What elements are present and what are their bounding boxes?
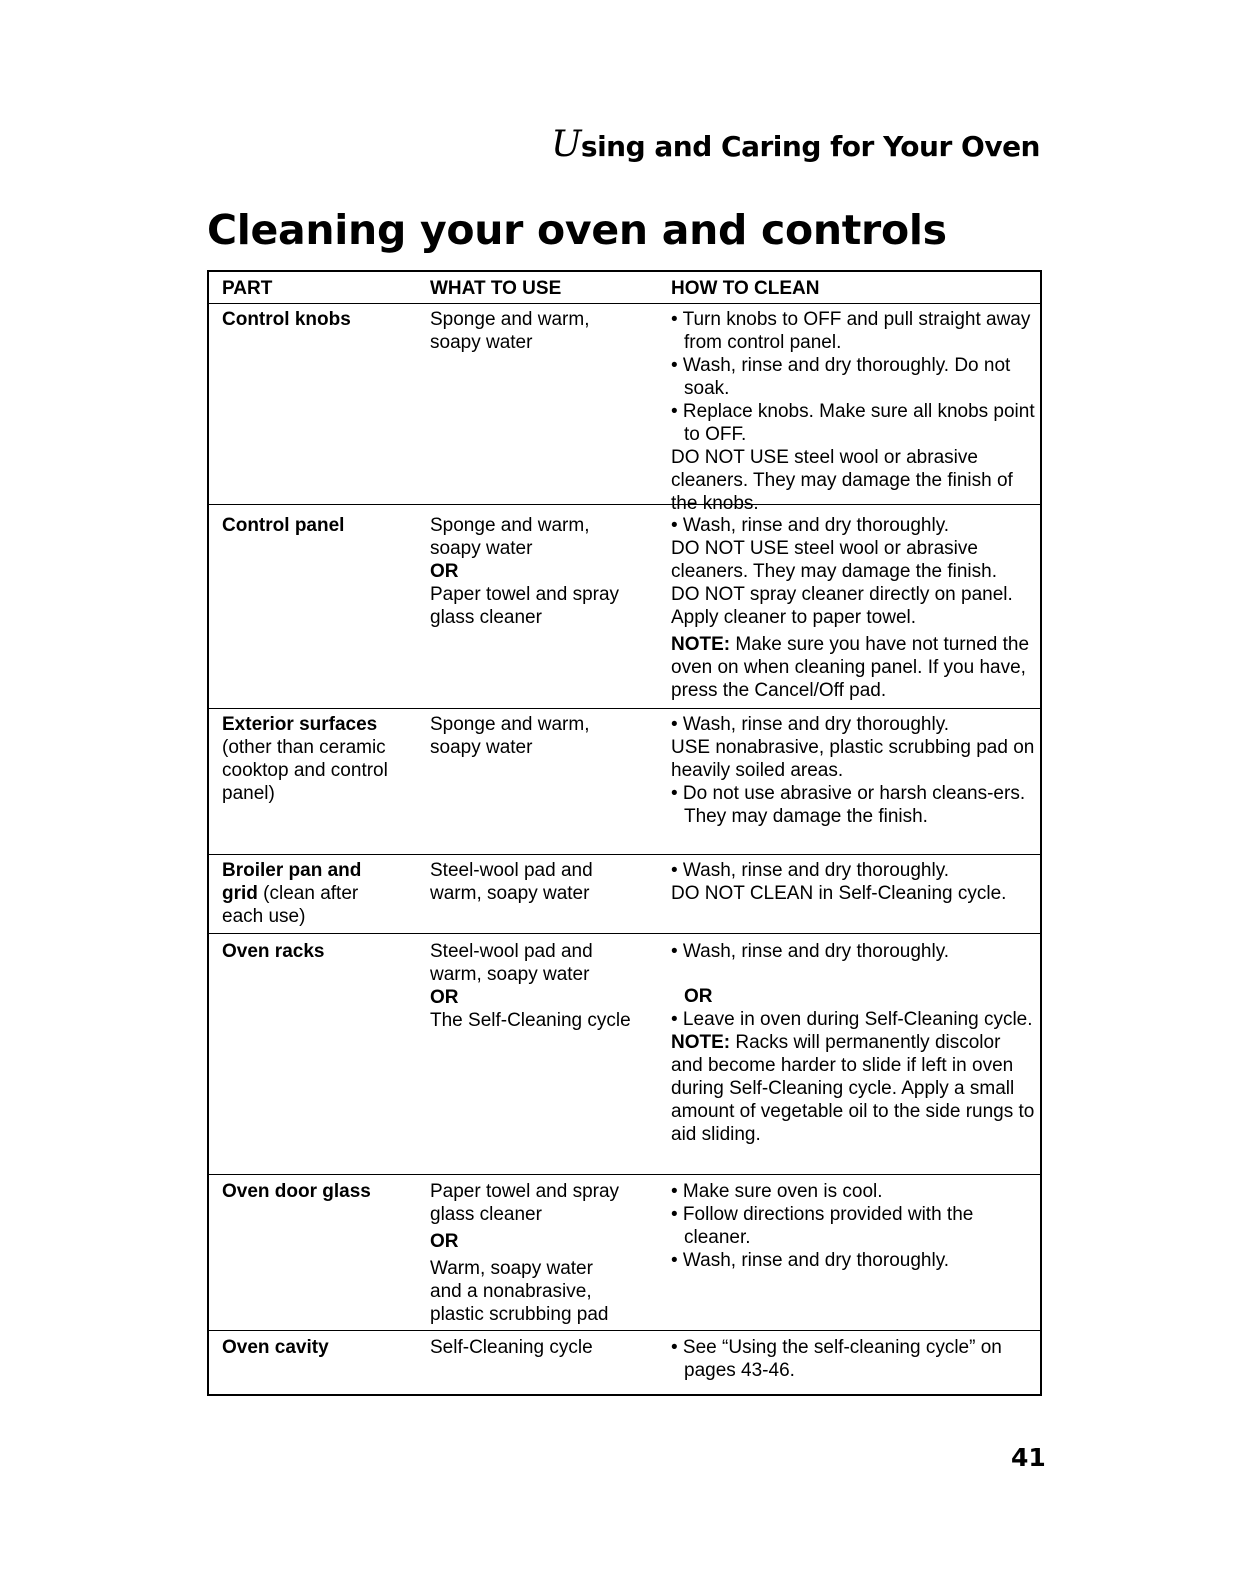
instruction-item: DO NOT CLEAN in Self-Cleaning cycle. (671, 883, 1007, 904)
part-cell (222, 859, 392, 928)
use-or-label: OR (430, 987, 459, 1008)
table-row-oven-racks (209, 933, 1040, 1174)
page-title: Cleaning your oven and controls (207, 206, 947, 254)
use-item: Paper towel and spray glass cleaner (430, 1181, 620, 1225)
instruction-item: • Make sure oven is cool. (671, 1181, 883, 1202)
instruction-item: • Turn knobs to OFF and pull straight away from control panel. (671, 309, 1031, 353)
column-header-part: PART (222, 278, 273, 299)
instruction-item: • Wash, rinse and dry thoroughly. (671, 714, 950, 735)
part-name: Broiler pan and grid (222, 860, 362, 904)
instruction-item: • See “Using the self-cleaning cycle” on pages 43-46. (671, 1337, 1002, 1381)
instruction-item: • Wash, rinse and dry thoroughly. (671, 1250, 950, 1271)
table-row-exterior-surfaces (209, 708, 1040, 854)
note-text: Make sure you have not turned the oven on when cleaning panel. If you have, press the Cancel/Off pad. (671, 634, 1030, 701)
what-to-use (430, 713, 620, 759)
how-to-clean (671, 1336, 1036, 1382)
how-to-clean (671, 859, 1036, 905)
part-name: Exterior surfaces (222, 714, 378, 735)
page-number: 41 (1011, 1443, 1046, 1472)
part-cell (222, 713, 407, 805)
instruction-item: • Wash, rinse and dry thoroughly. Do not soak. (671, 355, 1011, 399)
what-to-use (430, 308, 620, 354)
use-item: Sponge and warm, soapy water (430, 714, 590, 758)
what-to-use (430, 1180, 635, 1326)
running-header-initial: U (551, 124, 581, 165)
instruction-item: • Wash, rinse and dry thoroughly. (671, 860, 950, 881)
table-row-control-panel (209, 504, 1040, 708)
instruction-item: DO NOT USE steel wool or abrasive cleaners. They may damage the finish. (671, 538, 997, 582)
instruction-or-label: OR (684, 986, 713, 1007)
note (671, 1031, 1036, 1146)
what-to-use (430, 859, 620, 905)
cleaning-table (207, 270, 1042, 1396)
use-or-label: OR (430, 561, 459, 582)
note-label: NOTE: (671, 1032, 731, 1053)
table-row-oven-door-glass (209, 1174, 1040, 1330)
instruction-item: DO NOT spray cleaner directly on panel. Apply cleaner to paper towel. (671, 584, 1013, 628)
use-item: Sponge and warm, soapy water (430, 309, 590, 353)
use-item: Steel-wool pad and warm, soapy water (430, 941, 593, 985)
note (671, 633, 1036, 702)
how-to-clean (671, 514, 1036, 702)
table-row-oven-cavity (209, 1330, 1040, 1394)
note-text: Racks will permanently discolor and become harder to slide if left in oven during Self-Cleaning cycle. Apply a small amount of vegetable oil to the side rungs to aid sliding. (671, 1032, 1035, 1145)
how-to-clean (671, 713, 1036, 828)
running-header (551, 124, 1040, 165)
table-row-control-knobs (209, 303, 1040, 514)
part-name: Oven racks (222, 941, 325, 962)
table-row-broiler-pan (209, 854, 1040, 933)
part-note: (clean after each use) (222, 883, 359, 927)
use-item: Warm, soapy water and a nonabrasive, plastic scrubbing pad (430, 1258, 609, 1325)
part-name: Oven cavity (222, 1337, 329, 1358)
use-item: The Self-Cleaning cycle (430, 1010, 631, 1031)
part-name: Control panel (222, 515, 345, 536)
running-header-text: sing and Caring for Your Oven (580, 130, 1040, 163)
instruction-item: • Do not use abrasive or harsh cleans-ers. They may damage the finish. (671, 783, 1026, 827)
part-note: (other than ceramic cooktop and control panel) (222, 737, 388, 804)
use-item: Sponge and warm, soapy water (430, 515, 590, 559)
instruction-item: USE nonabrasive, plastic scrubbing pad on heavily soiled areas. (671, 737, 1035, 781)
instruction-item: • Follow directions provided with the cleaner. (671, 1204, 974, 1248)
instruction-item: • Wash, rinse and dry thoroughly. (671, 941, 950, 962)
use-item: Steel-wool pad and warm, soapy water (430, 860, 593, 904)
how-to-clean (671, 1180, 1036, 1272)
what-to-use (430, 940, 645, 1032)
instruction-item: • Leave in oven during Self-Cleaning cycle. (671, 1009, 1033, 1030)
table-header-row (209, 272, 1040, 303)
use-item: Paper towel and spray glass cleaner (430, 584, 620, 628)
how-to-clean (671, 308, 1036, 515)
instruction-item: • Replace knobs. Make sure all knobs point to OFF. (671, 401, 1035, 445)
instruction-item: • Wash, rinse and dry thoroughly. (671, 515, 950, 536)
use-or-label: OR (430, 1231, 459, 1252)
part-name: Control knobs (222, 309, 351, 330)
instruction-item: DO NOT USE steel wool or abrasive cleaners. They may damage the finish of the knobs. (671, 447, 1013, 514)
use-item: Self-Cleaning cycle (430, 1337, 593, 1358)
how-to-clean (671, 940, 1036, 1146)
part-name: Oven door glass (222, 1181, 371, 1202)
column-header-what-to-use: WHAT TO USE (430, 278, 562, 299)
what-to-use (430, 514, 620, 629)
what-to-use (430, 1336, 635, 1359)
note-label: NOTE: (671, 634, 731, 655)
column-header-how-to-clean: HOW TO CLEAN (671, 278, 820, 299)
